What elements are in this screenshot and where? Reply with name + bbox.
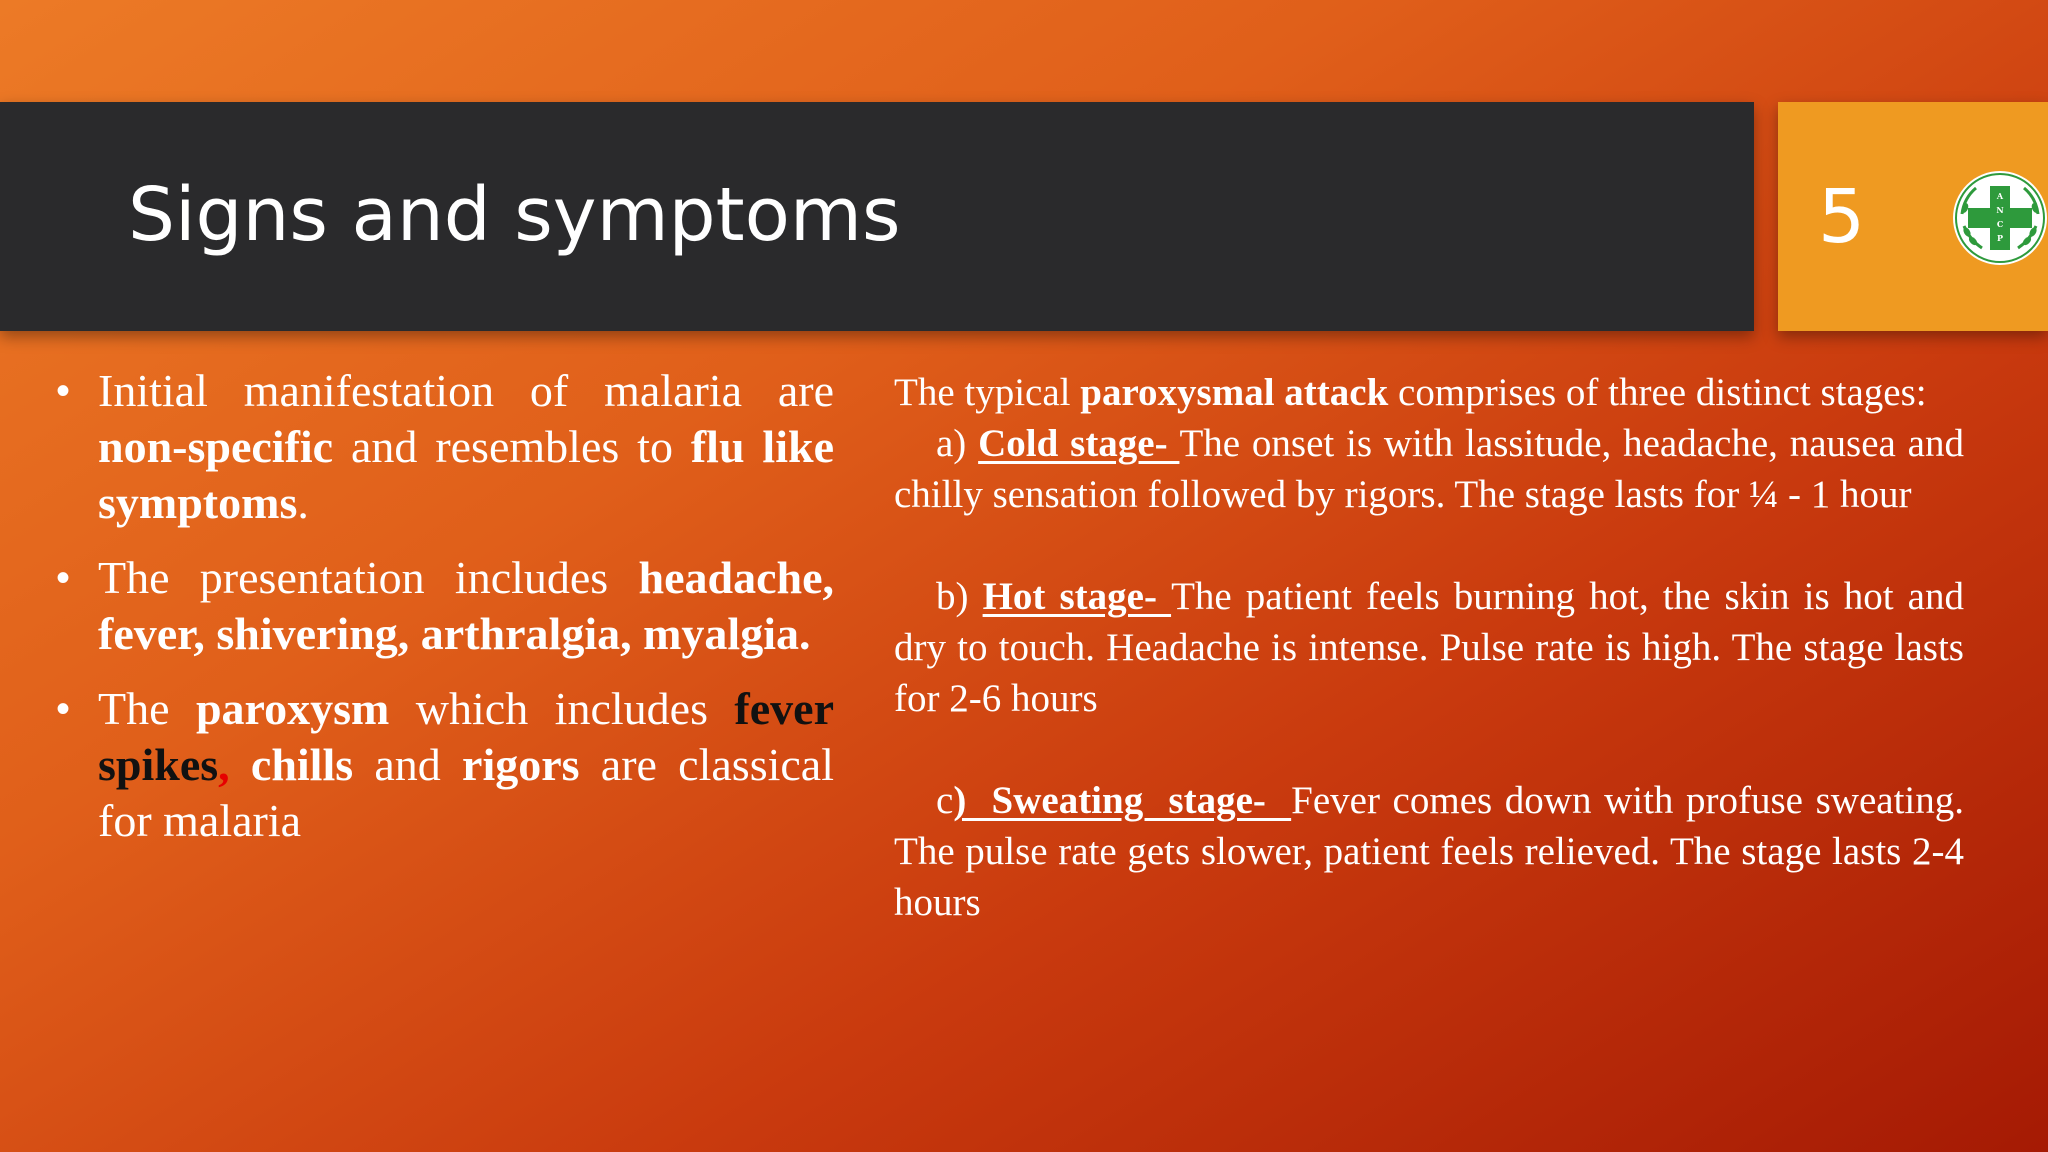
sweating-stage-label: ) Sweating stage- bbox=[953, 779, 1292, 822]
bullet-text: . bbox=[297, 477, 309, 528]
bold-dark-text: fever spikes bbox=[98, 683, 834, 790]
ancp-logo bbox=[1944, 168, 2048, 268]
bullet-text: The presentation includes bbox=[98, 552, 639, 603]
bullet-paroxysm bbox=[56, 681, 834, 849]
slide-title: Signs and symptoms bbox=[128, 172, 901, 258]
bold-text: paroxysmal attack bbox=[1080, 371, 1389, 414]
cold-stage-label: Cold stage- bbox=[978, 422, 1180, 465]
bold-text: non-specific bbox=[98, 421, 334, 472]
bullet-presentation bbox=[56, 550, 834, 662]
hot-stage-paragraph: b) Hot stage- The patient feels burning hot, the skin is hot and dry to touch. Headache is intense. Pulse rate is high. The stage lasts for 2-6 hours bbox=[894, 575, 1964, 720]
bold-text: flu like symptoms bbox=[98, 421, 834, 528]
bold-text: headache, fever, shivering, arthralgia, myalgia. bbox=[98, 552, 834, 659]
bullet-initial-manifestation bbox=[56, 363, 834, 531]
bullet-dot: • bbox=[56, 556, 71, 600]
bullet-text: and resembles to bbox=[333, 421, 691, 472]
bullet-dot: • bbox=[56, 369, 71, 413]
spacer bbox=[894, 520, 1964, 571]
svg-text:N: N bbox=[1996, 205, 2004, 215]
slide-number: 5 bbox=[1818, 174, 1866, 260]
cold-stage-paragraph: a) Cold stage- The onset is with lassitude, headache, nausea and chilly sensation followed by rigors. The stage lasts for ¼ - 1 hour bbox=[894, 422, 1964, 516]
bold-text: chills bbox=[229, 739, 354, 790]
bullet-text: The bbox=[98, 683, 196, 734]
bullet-text: which includes bbox=[389, 683, 735, 734]
bullet-dot: • bbox=[56, 687, 71, 731]
bold-text: rigors bbox=[462, 739, 580, 790]
svg-text:A: A bbox=[1996, 191, 2004, 201]
hot-stage-label: Hot stage- bbox=[982, 575, 1172, 618]
svg-text:P: P bbox=[1996, 233, 2004, 243]
left-bullet-list bbox=[56, 363, 834, 868]
bold-text: paroxysm bbox=[195, 683, 390, 734]
bullet-text: are classical for malaria bbox=[98, 739, 834, 846]
red-comma: , bbox=[218, 739, 230, 790]
sweating-stage-paragraph: c) Sweating stage- Fever comes down with profuse sweating. The pulse rate gets slower, patient feels relieved. The stage lasts 2-4 hours bbox=[894, 779, 1964, 924]
right-stage-description bbox=[894, 367, 1964, 928]
bullet-text: Initial manifestation of malaria are bbox=[98, 365, 834, 416]
spacer bbox=[894, 724, 1964, 775]
svg-text:C: C bbox=[1996, 219, 2004, 229]
intro-paragraph: The typical paroxysmal attack comprises of three distinct stages: bbox=[894, 371, 1927, 414]
bullet-text: and bbox=[353, 739, 463, 790]
medical-cross-logo-icon bbox=[1950, 168, 2048, 268]
